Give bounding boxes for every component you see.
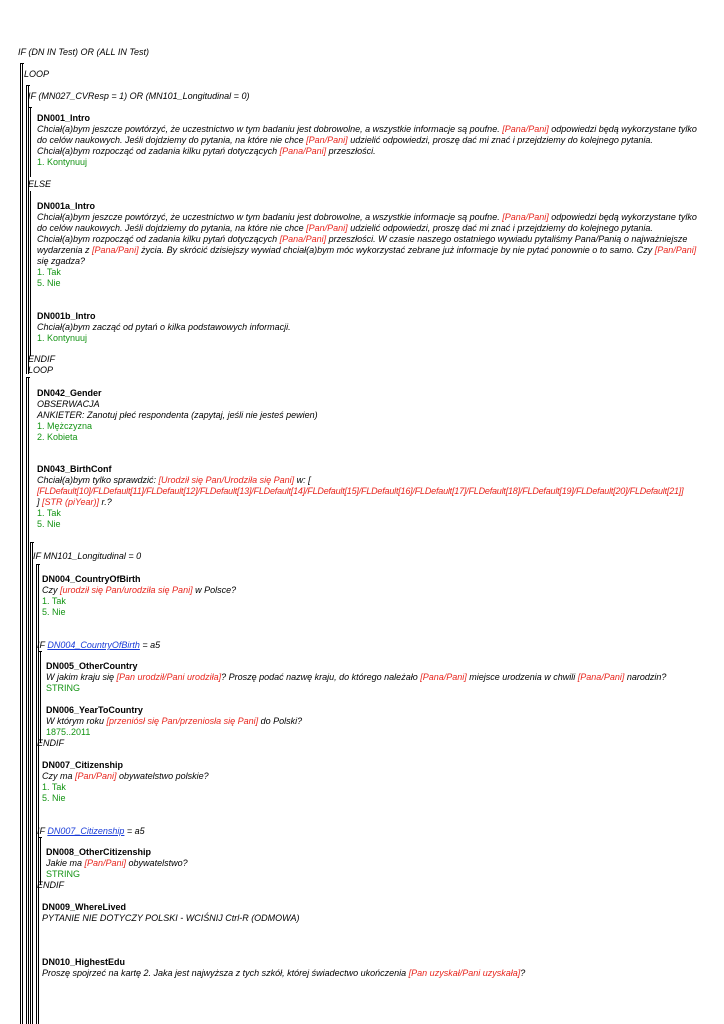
answer-option: 1. Tak <box>37 267 61 277</box>
bracket-line <box>36 564 37 1024</box>
question-dn001b <box>37 311 717 344</box>
question-text-cont: [FLDefault[10]/FLDefault[11]/FLDefault[12]/FLDefault[13]/FLDefault[14]/FLDefault[15]/FLDefault[16]/FLDefault[17]/FLDefault[18]/FLDefault[19]/FLDefault[20]/FLDefault[21]] <box>37 486 684 496</box>
question-dn006 <box>46 705 724 738</box>
bracket-line <box>38 651 42 652</box>
bracket-line <box>28 107 32 108</box>
answer-option: 1. Tak <box>37 508 61 518</box>
question-dn042 <box>37 388 717 443</box>
bracket-line <box>40 651 41 743</box>
answer-option: 1. Tak <box>42 782 66 792</box>
bracket-line <box>26 377 27 1024</box>
if-condition: IF (MN027_CVResp = 1) OR (MN101_Longitudinal = 0) <box>28 91 250 101</box>
question-name: DN006_YearToCountry <box>46 705 143 715</box>
bracket-line <box>38 837 42 838</box>
question-name: DN008_OtherCitizenship <box>46 847 152 857</box>
question-name: DN009_WhereLived <box>42 902 127 912</box>
bracket-line <box>28 377 29 1024</box>
question-dn001 <box>37 113 702 168</box>
question-dn008 <box>46 847 724 880</box>
question-text: PYTANIE NIE DOTYCZY POLSKI - WCIŚNIJ Ctrl-R (ODMOWA) <box>42 913 300 923</box>
question-name: DN010_HighestEdu <box>42 957 126 967</box>
question-text: Jakie ma [Pan/Pani] obywatelstwo? <box>46 858 188 868</box>
bracket-line <box>36 564 40 565</box>
question-dn004 <box>42 574 722 618</box>
if-condition: IF DN004_CountryOfBirth = a5 <box>37 640 161 650</box>
endif-label: ENDIF <box>28 354 55 364</box>
question-name: DN043_BirthConf <box>37 464 112 474</box>
answer-range: 1875..2011 <box>46 727 91 737</box>
bracket-line <box>28 107 29 177</box>
answer-option: 5. Nie <box>37 519 61 529</box>
question-dn007 <box>42 760 722 804</box>
condition-link[interactable]: DN004_CountryOfBirth <box>47 640 140 650</box>
bracket-line <box>26 85 27 374</box>
question-text: Czy [urodził się Pan/urodziła się Pani] w Polsce? <box>42 585 237 595</box>
bracket-line <box>30 191 31 356</box>
question-dn001a <box>37 201 702 289</box>
question-name: DN004_CountryOfBirth <box>42 574 141 584</box>
question-text: Proszę spojrzeć na kartę 2. Jaka jest najwyższa z tych szkół, której świadectwo ukończenia [Pan uzyskał/Pani uzyskała]? <box>42 968 526 978</box>
bracket-line <box>26 85 30 86</box>
condition-link[interactable]: DN007_Citizenship <box>47 826 125 836</box>
answer-option: 5. Nie <box>42 607 66 617</box>
answer-type: STRING <box>46 869 81 879</box>
question-name: DN005_OtherCountry <box>46 661 138 671</box>
answer-type: STRING <box>46 683 81 693</box>
if-condition: IF DN007_Citizenship = a5 <box>37 826 145 836</box>
bracket-line <box>38 564 39 1024</box>
question-text: W którym roku [przeniósł się Pan/przeniosła się Pani] do Polski? <box>46 716 303 726</box>
question-text: Chciał(a)bym jeszcze powtórzyć, że uczestnictwo w tym badaniu jest dobrowolne, a wszystkie informacje są poufne. [Pana/Pani] odpowiedzi będą wykorzystane tylko do celów naukowych. Jeśli dojdziemy do pytania, na które nie chce [Pan/Pani] udzielić odpowiedzi, proszę dać mi znać i przejdziemy do kolejnego pytania. Chciał(a)bym rozpocząć od zadania kilku pytań dotyczących [Pana/Pani] przeszłości. W czasie naszego ostatniego wywiadu pytaliśmy Pana/Panią o najważniejsze wydarzenia z [Pana/Pani] życia. By skrócić dzisiejszy wywiad chciał(a)bym móc wykorzystać zebrane już informacje by nie pytać ponownie o to samo. Czy [Pan/Pani] się zgadza? <box>37 212 697 266</box>
question-name: DN007_Citizenship <box>42 760 124 770</box>
endif-label: ENDIF <box>37 738 64 748</box>
question-text: OBSERWACJA <box>37 399 100 409</box>
answer-option: 5. Nie <box>37 278 61 288</box>
answer-option: 1. Tak <box>42 596 66 606</box>
question-text-cont: ] [STR (piYear)] r.? <box>37 497 112 507</box>
interviewer-instruction: ANKIETER: Zanotuj płeć respondenta (zapytaj, jeśli nie jesteś pewien) <box>37 410 318 420</box>
bracket-line <box>40 837 41 885</box>
question-text: Czy ma [Pan/Pani] obywatelstwo polskie? <box>42 771 209 781</box>
bracket-line <box>38 837 39 885</box>
question-name: DN042_Gender <box>37 388 102 398</box>
main-condition: IF (DN IN Test) OR (ALL IN Test) <box>18 47 150 57</box>
question-name: DN001a_Intro <box>37 201 96 211</box>
bracket-line <box>38 651 39 743</box>
bracket-line <box>22 63 23 1024</box>
bracket-line <box>26 377 30 378</box>
question-name: DN001_Intro <box>37 113 91 123</box>
loop-label: LOOP <box>24 69 50 79</box>
bracket-line <box>30 542 34 543</box>
bracket-line <box>32 542 33 1024</box>
answer-option: 5. Nie <box>42 793 66 803</box>
endif-label: ENDIF <box>37 880 64 890</box>
answer-option: 1. Kontynuuj <box>37 157 88 167</box>
question-dn043 <box>37 464 717 530</box>
bracket-line <box>30 107 31 177</box>
answer-option: 1. Kontynuuj <box>37 333 88 343</box>
question-name: DN001b_Intro <box>37 311 96 321</box>
answer-option: 2. Kobieta <box>37 432 78 442</box>
else-label: ELSE <box>28 179 52 189</box>
question-dn010 <box>42 957 722 979</box>
question-text: Chciał(a)bym tylko sprawdzić: [Urodził się Pan/Urodziła się Pani] w: [ <box>37 475 311 485</box>
answer-option: 1. Mężczyzna <box>37 421 93 431</box>
question-text: Chciał(a)bym jeszcze powtórzyć, że uczestnictwo w tym badaniu jest dobrowolne, a wszystkie informacje są poufne. [Pana/Pani] odpowiedzi będą wykorzystane tylko do celów naukowych. Jeśli dojdziemy do pytania, na które nie chce [Pan/Pani] udzielić odpowiedzi, proszę dać mi znać i przejdziemy do kolejnego pytania. Chciał(a)bym rozpocząć od zadania kilku pytań dotyczących [Pana/Pani] przeszłości. <box>37 124 697 156</box>
if-condition: IF MN101_Longitudinal = 0 <box>33 551 142 561</box>
loop-label: LOOP <box>28 365 54 375</box>
question-text: Chciał(a)bym zacząć od pytań o kilka podstawowych informacji. <box>37 322 291 332</box>
bracket-line <box>28 191 29 356</box>
bracket-line <box>20 63 21 1024</box>
bracket-line <box>30 542 31 1024</box>
bracket-line <box>20 63 24 64</box>
question-text: W jakim kraju się [Pan urodził/Pani urodziła]? Proszę podać nazwę kraju, do którego należało [Pana/Pani] miejsce urodzenia w chwili [Pana/Pani] narodzin? <box>46 672 667 682</box>
question-dn009 <box>42 902 722 924</box>
question-dn005 <box>46 661 724 694</box>
